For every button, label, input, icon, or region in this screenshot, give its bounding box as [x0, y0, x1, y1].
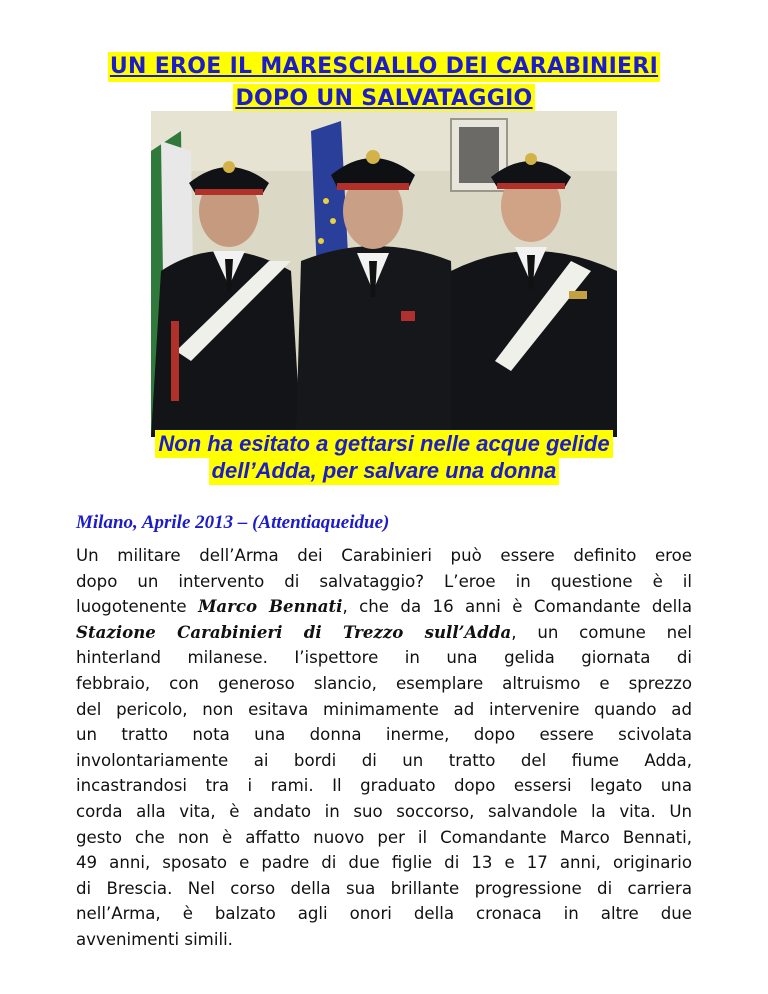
body-line: febbraio, con generoso slancio, esemplare altruismo e sprezzo [76, 673, 692, 693]
article-title [0, 52, 768, 116]
body-line: dopo un intervento di salvataggio? L’eroe in questione è il [76, 571, 692, 591]
body-line: 49 anni, sposato e padre di due figlie di 13 e 17 anni, originario [76, 853, 692, 873]
body-line [76, 594, 692, 620]
dateline: Milano, Aprile 2013 – (Attentiaqueidue) [76, 512, 390, 533]
name-highlight: Marco Bennati [198, 596, 343, 617]
body-text: , che da 16 anni è Comandante della [342, 597, 692, 617]
body-line: corda alla vita, è andato in suo soccorso, salvandole la vita. Un [76, 801, 692, 821]
body-line: incastrandosi tra i rami. Il graduato dopo essersi legato una [76, 776, 692, 796]
body-line: nell’Arma, è balzato agli onori della cronaca in altre due [76, 904, 692, 924]
article-subtitle [0, 430, 768, 484]
subtitle-line-2: dell’Adda, per salvare una donna [209, 457, 560, 485]
carabinieri-photo [151, 111, 617, 437]
body-text: luogotenente [76, 597, 199, 617]
body-line: gesto che non è affatto nuovo per il Comandante Marco Bennati, [76, 827, 692, 847]
body-line: hinterland milanese. I’ispettore in una gelida giornata di [76, 648, 692, 668]
subtitle-line-1: Non ha esitato a gettarsi nelle acque gelide [155, 430, 612, 458]
body-line [76, 620, 692, 646]
body-line: avvenimenti simili. [76, 929, 233, 949]
body-line: un tratto nota una donna inerme, dopo essere scivolata [76, 725, 692, 745]
photo-illustration [151, 111, 617, 437]
article-body [76, 543, 692, 953]
body-line: Un militare dell’Arma dei Carabinieri può essere definito eroe [76, 546, 692, 565]
title-line-2: DOPO UN SALVATAGGIO [233, 84, 534, 114]
body-line: del pericolo, non esitava minimamente ad intervenire quando ad [76, 699, 692, 719]
title-line-1: UN EROE IL MARESCIALLO DEI CARABINIERI [108, 52, 660, 82]
station-highlight: Stazione Carabinieri di Trezzo sull’Adda [76, 621, 512, 642]
body-line: di Brescia. Nel corso della sua brillante progressione di carriera [76, 878, 692, 898]
body-text: , un comune nel [511, 622, 693, 642]
body-line: involontariamente ai bordi di un tratto del fiume Adda, [76, 750, 692, 770]
